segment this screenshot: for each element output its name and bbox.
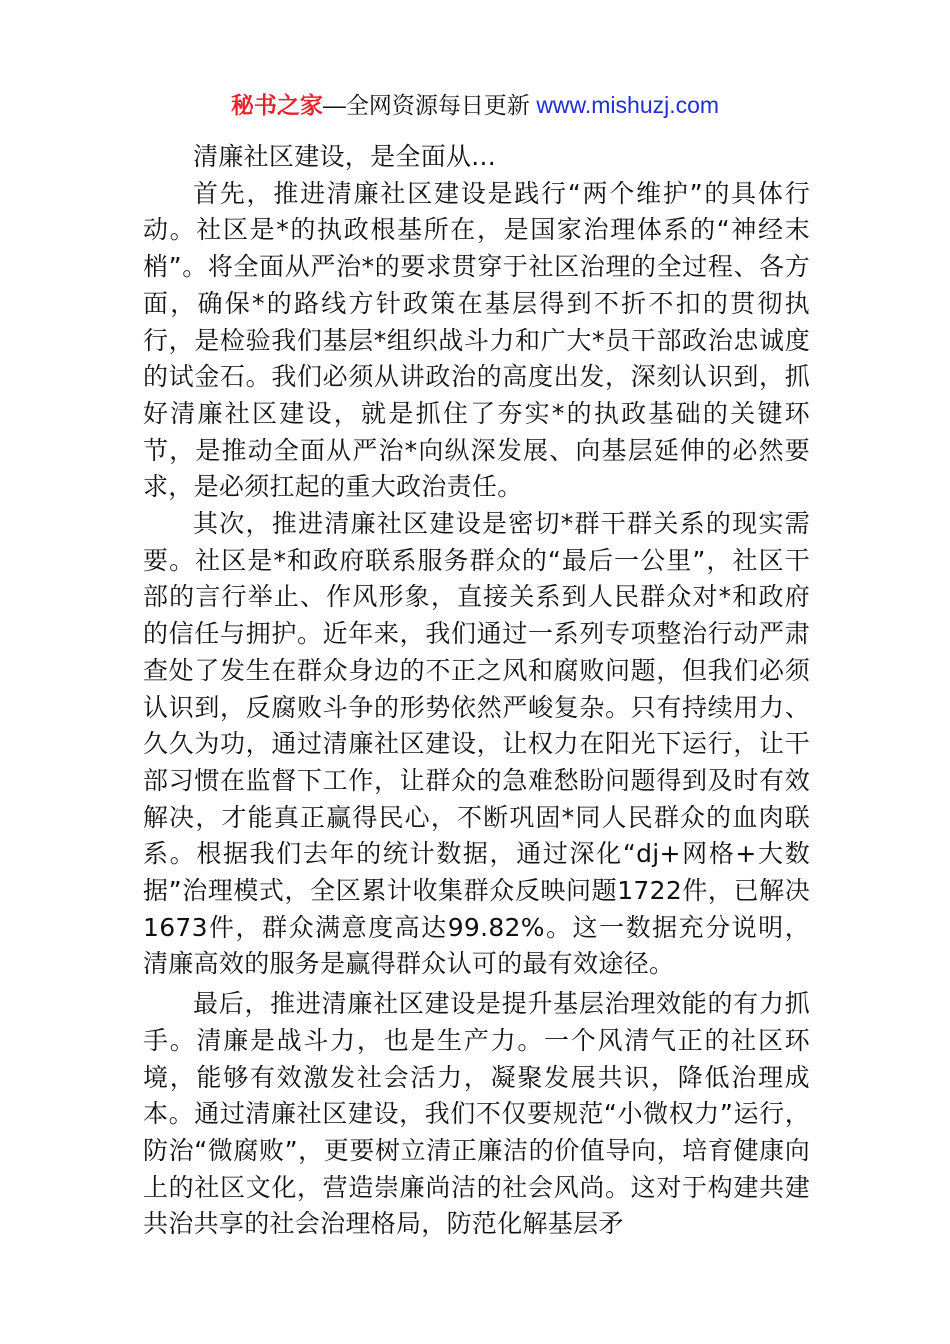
site-header — [0, 88, 950, 122]
paragraph-last: 最后，推进清廉社区建设是提升基层治理效能的有力抓手。清廉是战斗力，也是生产力。一个风清气正的社区环境，能够有效激发社会活力，凝聚发展共识，降低治理成本。通过清廉社区建设，我们不仅要规范“小微权力”运行，防治“微腐败”，更要树立清正廉洁的价值导向，培育健康向上的社区文化，营造崇廉尚洁的社会风尚。这对于构建共建共治共享的社会治理格局，防范化解基层矛 — [143, 989, 810, 1239]
paragraph-intro: 清廉社区建设，是全面从... — [193, 142, 497, 171]
brand-name: 秘书之家 — [230, 92, 323, 118]
paragraph-second: 其次，推进清廉社区建设是密切*群干群关系的现实需要。社区是*和政府联系服务群众的“最后一公里”，社区干部的言行举止、作风形象，直接关系到人民群众对*和政府的信任与拥护。近年来，我们通过一系列专项整治行动严肃查处了发生在群众身边的不正之风和腐败问题，但我们必须认识到，反腐败斗争的形势依然严峻复杂。只有持续用力、久久为功，通过清廉社区建设，让权力在阳光下运行，让干部习惯在监督下工作，让群众的急难愁盼问题得到及时有效解决，才能真正赢得民心，不断巩固*同人民群众的血肉联系。根据我们去年的统计数据，通过深化“dj+网格+大数据”治理模式，全区累计收集群众反映问题1722件，已解决1673件，群众满意度高达99.82%。这一数据充分说明，清廉高效的服务是赢得群众认可的最有效途径。 — [143, 509, 810, 979]
document-body — [143, 139, 810, 1243]
site-url-link[interactable]: www.mishuzj.com — [536, 92, 720, 118]
header-tagline: —全网资源每日更新 — [322, 92, 530, 118]
paragraph-first: 首先，推进清廉社区建设是践行“两个维护”的具体行动。社区是*的执政根基所在，是国家治理体系的“神经末梢”。将全面从严治*的要求贯穿于社区治理的全过程、各方面，确保*的路线方针政策在基层得到不折不扣的贯彻执行，是检验我们基层*组织战斗力和广大*员干部政治忠诚度的试金石。我们必须从讲政治的高度出发，深刻认识到，抓好清廉社区建设，就是抓住了夯实*的执政基础的关键环节，是推动全面从严治*向纵深发展、向基层延伸的必然要求，是必须扛起的重大政治责任。 — [143, 178, 810, 502]
